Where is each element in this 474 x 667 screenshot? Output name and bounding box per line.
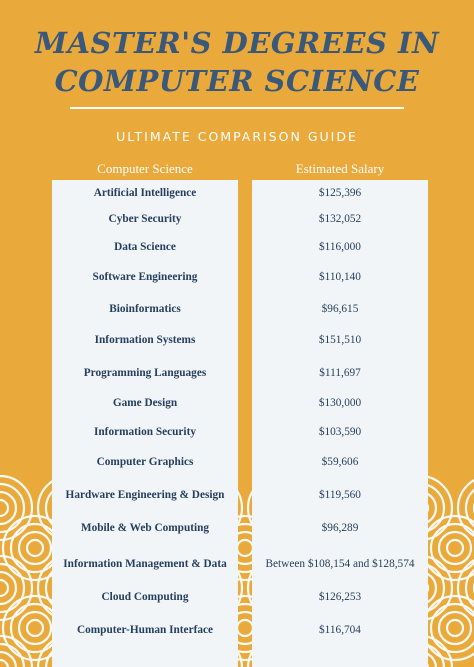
subtitle: ULTIMATE COMPARISON GUIDE [116,129,358,144]
title-line-2: COMPUTER SCIENCE [54,64,420,98]
program-name: Artificial Intelligence [93,186,197,199]
salary-value: $126,253 [318,590,362,603]
title-line-1: MASTER'S DEGREES IN [34,26,440,60]
program-name: Bioinformatics [109,302,181,315]
salary-value: $96,289 [321,521,359,534]
program-name: Computer Graphics [96,455,194,468]
salary-value: $116,000 [319,240,361,253]
column-header-salary: Estimated Salary [295,161,385,176]
salary-value: $116,704 [319,623,361,636]
salary-value: $151,510 [318,333,362,346]
salary-value: $111,697 [319,366,361,379]
salary-value: $110,140 [319,270,361,283]
program-name: Cloud Computing [101,590,189,603]
program-name: Game Design [112,396,178,409]
program-name: Programming Languages [83,366,207,379]
program-name: Cyber Security [108,212,182,225]
salary-value: $125,396 [318,186,362,199]
salary-value: $96,615 [321,302,359,315]
salary-value: $119,560 [319,488,361,501]
program-name: Information Security [94,425,196,438]
salary-value: $130,000 [318,396,362,409]
program-name: Hardware Engineering & Design [65,488,225,501]
program-name: Computer-Human Interface [76,623,214,636]
program-name: Information Systems [94,333,196,346]
salary-value: $59,606 [321,455,359,468]
page-title [0,24,474,100]
salary-value: Between $108,154 and $128,574 [265,557,415,570]
title-divider [70,107,404,109]
program-name: Information Management & Data [63,557,227,570]
program-name: Data Science [114,240,176,253]
salary-value: $132,052 [318,212,362,225]
salary-value: $103,590 [318,425,362,438]
program-name: Mobile & Web Computing [80,521,210,534]
program-name: Software Engineering [92,270,198,283]
column-header-program: Computer Science [97,161,193,176]
